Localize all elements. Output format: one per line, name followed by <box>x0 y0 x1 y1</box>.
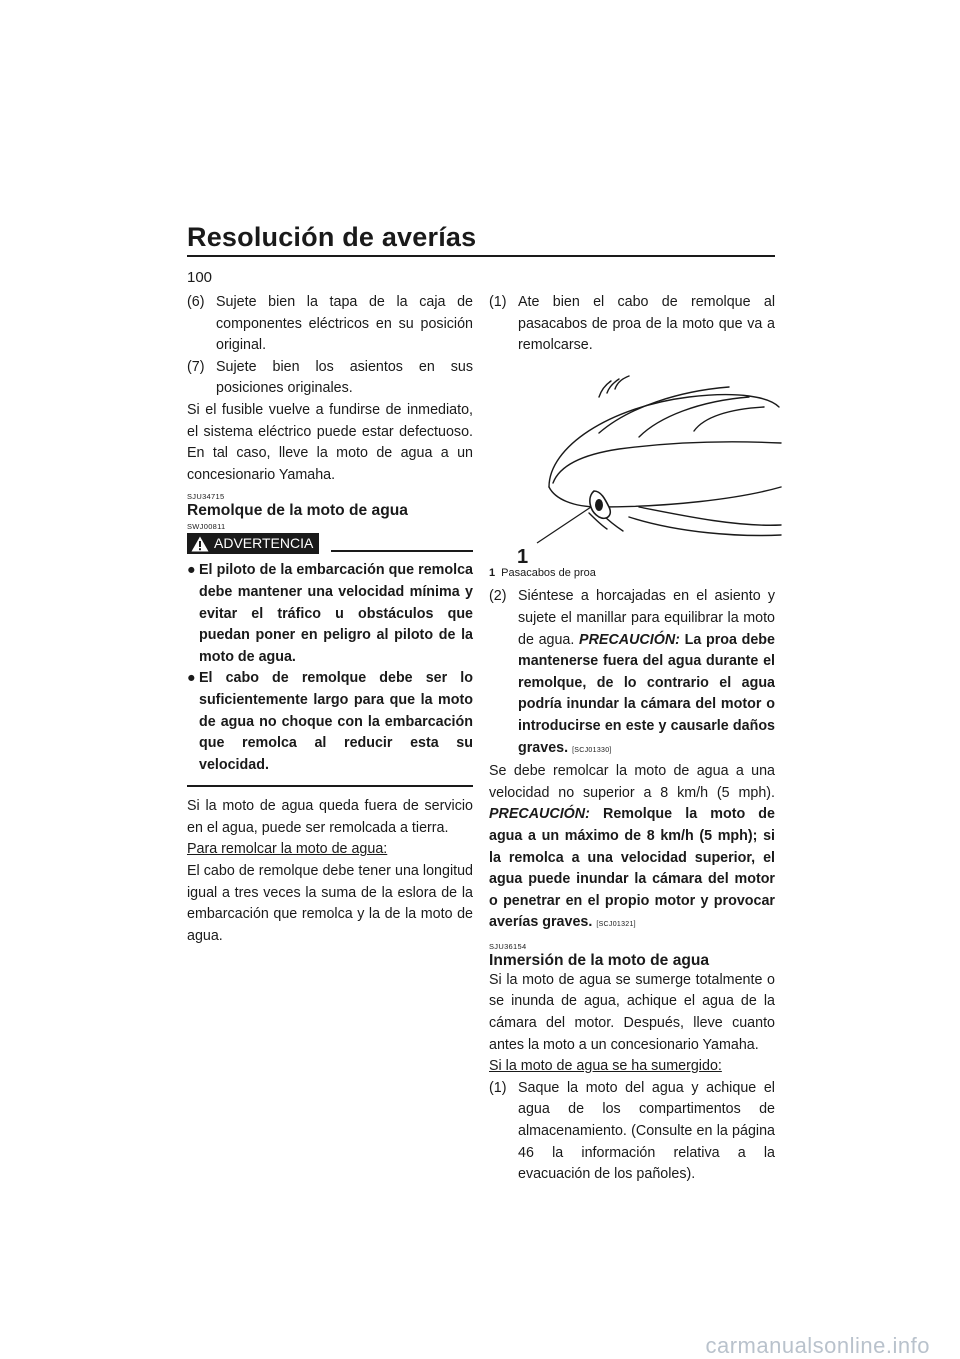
item-text: Sujete bien la tapa de la caja de componentes eléctricos en su posición original. <box>216 294 473 354</box>
caution-text: La proa debe mantenerse fuera del agua durante el remolque, de lo contrario el agua podría inundar la cámara del motor o introducirse en este y causarle daños graves. <box>518 631 775 756</box>
watermark-text: carmanualsonline.info <box>705 1333 930 1358</box>
warning-header <box>187 533 473 554</box>
warning-bullet-text: El cabo de remolque debe ser lo suficientemente largo para que la moto de agua no choque con la embarcación que remolca al reducir esta su velocidad. <box>199 670 473 773</box>
item-number: (6) <box>187 294 205 310</box>
caution-label: PRECAUCIÓN: <box>489 806 590 823</box>
tow-subheading: Para remolcar la moto de agua: <box>187 841 388 858</box>
speed-paragraph <box>489 761 775 936</box>
item-text: Ate bien el cabo de remolque al pasacabos de proa de la moto que va a remolcarse. <box>518 294 775 354</box>
list-item <box>187 357 473 400</box>
section-code: SJU36154 <box>489 941 527 951</box>
warning-bullet <box>187 560 473 668</box>
item-number: (1) <box>489 1079 507 1096</box>
fuse-paragraph: Si el fusible vuelve a fundirse de inmediato, el sistema eléctrico puede estar defectuoso. En tal caso, lleve la moto de agua a un concesionario Yamaha. <box>187 401 473 483</box>
figure-callout-label: 1 <box>517 545 529 568</box>
section-heading-towing: Remolque de la moto de agua <box>187 502 408 520</box>
section-heading-immersion: Inmersión de la moto de agua <box>489 951 710 969</box>
right-column <box>489 292 775 1186</box>
warning-code: SWJ00811 <box>187 522 226 532</box>
item-text: Saque la moto del agua y achique el agua de los compartimentos de almacenamiento. (Consulte en la página 46 la información relativa a la evacuación de los pañoles). <box>518 1079 775 1183</box>
page-number: 100 <box>187 269 213 286</box>
item-text: Sujete bien los asientos en sus posiciones originales. <box>216 358 473 397</box>
immersion-paragraph: Si la moto de agua se sumerge totalmente o se inunda de agua, achique el agua de la cámara del motor. Después, lleve cuanto antes la moto a un concesionario Yamaha. <box>489 971 775 1053</box>
section-code: SJU34715 <box>187 492 225 502</box>
warning-bullet <box>187 668 473 776</box>
caution-code: [SCJ01321] <box>596 921 636 929</box>
item-number: (7) <box>187 358 205 375</box>
warning-label: ADVERTENCIA <box>214 535 314 552</box>
warning-bullet-text: El piloto de la embarcación que remolca debe mantener una velocidad mínima y evitar el tráfico u obstáculos que puedan poner en peligro al piloto de la moto de agua. <box>199 562 473 665</box>
speed-text: Se debe remolcar la moto de agua a una velocidad no superior a 8 km/h (5 mph). <box>489 763 775 801</box>
bullet-icon: ● <box>187 670 196 687</box>
caution-text: Remolque la moto de agua a un máximo de 8 km/h (5 mph); si la remolca a una velocidad superior, el agua puede inundar la cámara del motor o penetrar en el propio motor y provocar averías graves. <box>489 806 775 931</box>
warning-top-rule <box>331 550 473 552</box>
list-item <box>489 586 775 761</box>
warning-triangle-icon <box>191 536 209 552</box>
page-title: Resolución de averías <box>187 222 477 252</box>
list-item <box>489 1078 775 1186</box>
item-text <box>518 586 775 761</box>
caption-number: 1 <box>489 567 496 580</box>
item2-text: Siéntese a horcajadas en el asiento y sujete el manillar para equilibrar la moto de agua. <box>518 588 775 648</box>
bow-eye-figure <box>489 367 775 568</box>
tow-paragraph: Si la moto de agua queda fuera de servicio en el agua, puede ser remolcada a tierra. <box>187 798 473 836</box>
list-item <box>187 292 473 357</box>
warning-badge <box>187 533 319 554</box>
list-item <box>489 292 775 357</box>
watermark-bar <box>0 1325 960 1358</box>
bullet-icon: ● <box>187 562 196 579</box>
item-number: (1) <box>489 294 507 310</box>
caption-text: Pasacabos de proa <box>501 567 596 580</box>
caution-code: [SCJ01330] <box>572 746 612 754</box>
tow-rope-paragraph: El cabo de remolque debe tener una longitud igual a tres veces la suma de la eslora de la embarcación que remolca y la de la moto de agua. <box>187 863 473 944</box>
warning-bottom-rule <box>187 785 473 787</box>
caution-label: PRECAUCIÓN: <box>579 631 680 648</box>
left-column <box>187 292 473 947</box>
title-rule <box>187 255 775 257</box>
item-number: (2) <box>489 588 507 605</box>
immersion-subheading: Si la moto de agua se ha sumergido: <box>489 1058 722 1075</box>
figure-caption <box>489 566 775 580</box>
